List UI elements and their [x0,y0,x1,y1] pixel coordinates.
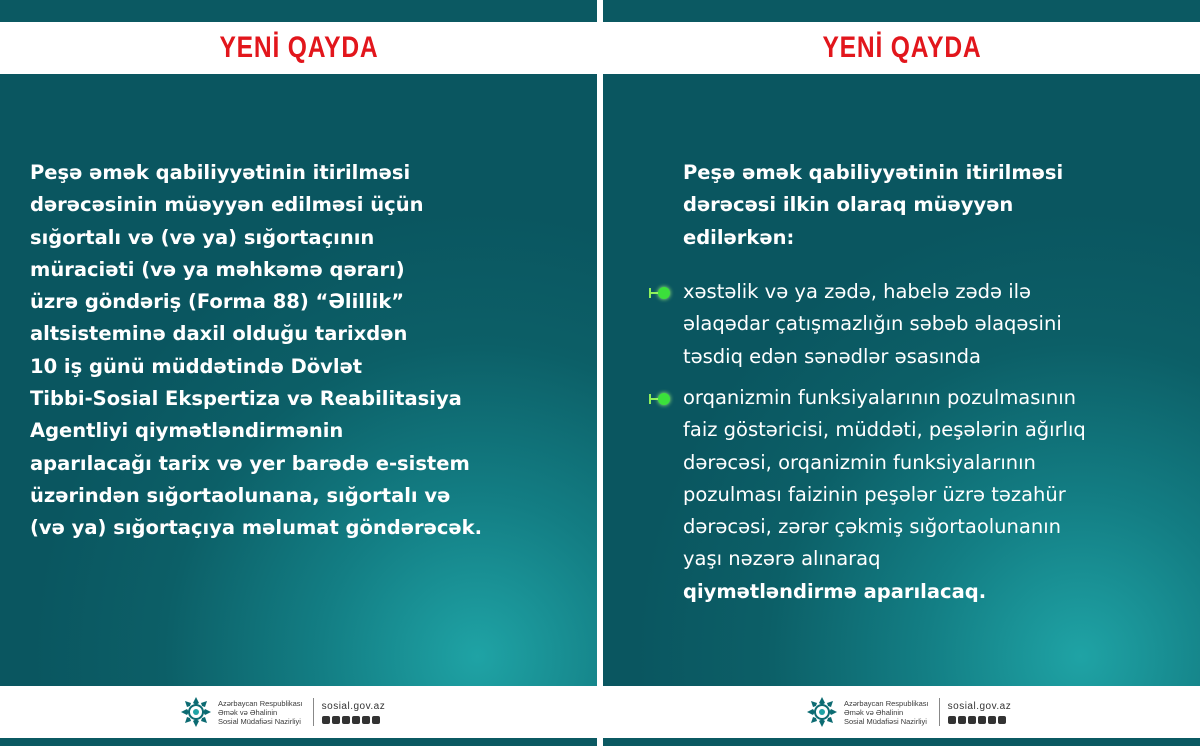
left-line: Tibbi-Sosial Ekspertiza və Reabilitasiya [30,387,462,411]
right-footer [603,686,1200,738]
left-line: dərəcəsinin müəyyən edilməsi üçün [30,193,424,217]
ministry-name [218,699,303,726]
website-link[interactable]: sosial.gov.az [947,700,1012,712]
bullet-line: xəstəlik və ya zədə, habelə zədə ilə [683,280,1032,303]
left-line: 10 iş günü müddətində Dövlət [30,354,363,378]
bullet-line: əlaqədar çatışmazlığın səbəb əlaqəsini [683,312,1062,336]
contact-block [322,701,386,724]
ministry-name-line: Azərbaycan Respublikası [218,698,303,708]
bullet-line: təsdiq edən sənədlər əsasında [683,344,981,368]
footer-divider [939,698,940,726]
left-line: aparılacağı tarix və yer barədə e-sistem [30,451,470,475]
right-panel [603,0,1200,746]
contact-block [948,701,1012,724]
bullet-line: faiz göstəricisi, müddəti, peşələrin ağırlıq [683,418,1086,442]
left-line: üzərindən sığortaolunana, sığortalı və [30,483,451,507]
right-footer-branding [806,696,1011,728]
left-line: müraciəti (və ya məhkəmə qərarı) [30,257,405,281]
left-footer [0,686,597,738]
left-header-bar [0,22,597,74]
instagram-icon[interactable] [958,716,966,724]
ministry-name-line: Azərbaycan Respublikası [844,698,929,708]
bullet-bold-conclusion: qiymətləndirmə aparılacaq. [683,579,987,603]
telegram-icon[interactable] [968,716,976,724]
bullet-line: orqanizmin funksiyalarının pozulmasının [683,386,1076,409]
bullet-line: pozulması faizinin peşələr üzrə təzahür [683,482,1066,506]
instagram-icon[interactable] [332,716,340,724]
x-icon[interactable] [978,716,986,724]
ministry-name-line: Sosial Müdafiəsi Nazirliyi [218,716,301,726]
green-bullet-icon [649,392,671,406]
footer-divider [313,698,314,726]
telegram-icon[interactable] [342,716,350,724]
ministry-logo-icon [806,696,838,728]
linkedin-icon[interactable] [372,716,380,724]
social-icons [948,716,1012,724]
green-bullet-icon [649,286,671,300]
ministry-logo-icon [180,696,212,728]
bullet-item-documents [649,276,1062,373]
left-footer-branding [180,696,385,728]
intro-line: dərəcəsi ilkin olaraq müəyyən [683,193,1014,217]
right-header-bar [603,22,1200,74]
youtube-icon[interactable] [988,716,996,724]
facebook-icon[interactable] [948,716,956,724]
left-line: altsisteminə daxil olduğu tarixdən [30,322,408,346]
bullet-line: dərəcəsi, orqanizmin funksiyalarının [683,450,1036,474]
left-line: Agentliyi qiymətləndirmənin [30,419,344,443]
left-body-text [30,157,482,545]
ministry-name-line: Əmək və Əhalinin [844,707,904,717]
left-line: (və ya) sığortaçıya məlumat göndərəcək. [30,516,482,540]
left-title: YENİ QAYDA [218,31,379,64]
website-link[interactable]: sosial.gov.az [321,700,386,712]
left-line: sığortalı və (və ya) sığortaçının [30,225,375,249]
bullet-text [683,276,1062,373]
left-panel [0,0,597,746]
intro-line: Peşə əmək qabiliyyətinin itirilməsi [683,161,1064,184]
ministry-name-line: Əmək və Əhalinin [218,707,278,717]
bullet-text [683,382,1086,608]
social-icons [322,716,386,724]
youtube-icon[interactable] [362,716,370,724]
right-title: YENİ QAYDA [821,31,982,64]
ministry-name [844,699,929,726]
ministry-name-line: Sosial Müdafiəsi Nazirliyi [844,716,927,726]
facebook-icon[interactable] [322,716,330,724]
linkedin-icon[interactable] [998,716,1006,724]
left-line: üzrə göndəriş (Forma 88) “Əlillik” [30,290,405,314]
left-line: Peşə əmək qabiliyyətinin itirilməsi [30,161,411,184]
bullet-item-assessment [649,382,1086,608]
x-icon[interactable] [352,716,360,724]
right-intro-text [683,157,1063,254]
bullet-line: dərəcəsi, zərər çəkmiş sığortaolunanın [683,515,1061,539]
bullet-line: yaşı nəzərə alınaraq [683,547,881,571]
intro-line: edilərkən: [683,225,795,249]
